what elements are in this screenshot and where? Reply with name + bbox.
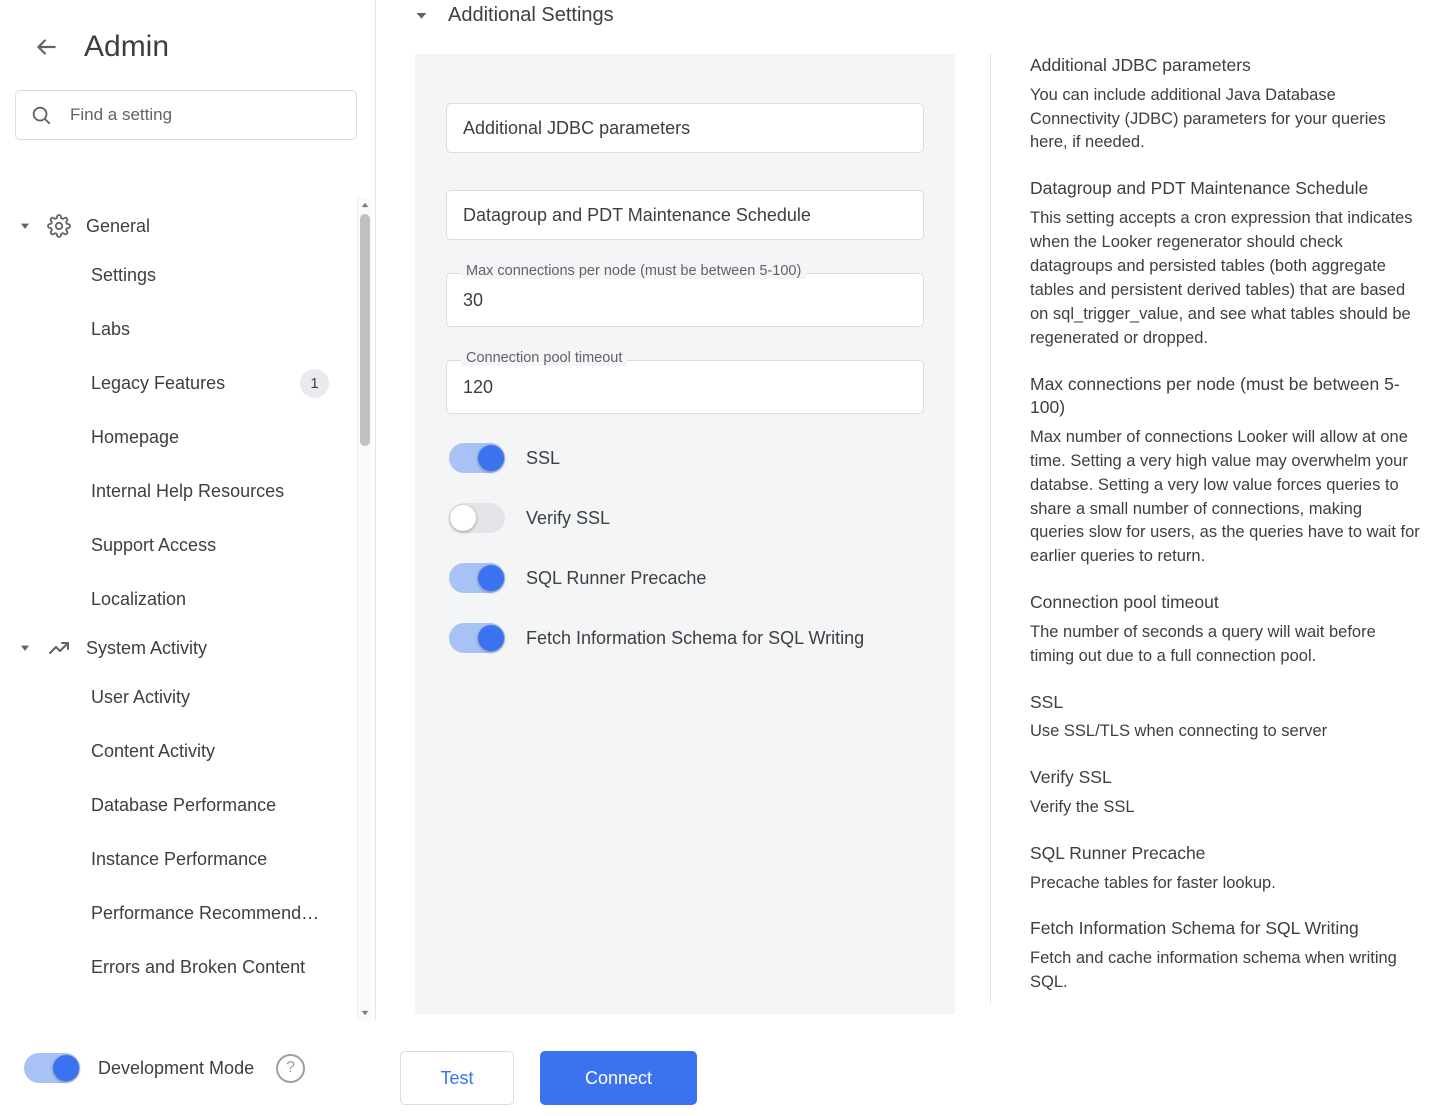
connection-pool-timeout-field[interactable] xyxy=(446,350,924,414)
sidebar-item-label: Internal Help Resources xyxy=(91,480,285,501)
sidebar-group-system-activity[interactable] xyxy=(0,626,376,670)
help-item xyxy=(1030,691,1420,745)
help-title: Additional JDBC parameters xyxy=(1030,55,1251,75)
sidebar-item-label: Database Performance xyxy=(91,794,277,815)
sidebar-footer xyxy=(0,1020,376,1116)
scrollbar-thumb[interactable] xyxy=(360,214,370,446)
help-item xyxy=(1030,591,1420,668)
help-panel xyxy=(990,54,1420,1004)
sidebar-item-settings[interactable] xyxy=(0,248,376,302)
verify-ssl-row xyxy=(449,496,955,540)
sidebar-item-label: Errors and Broken Content xyxy=(91,956,306,977)
help-body: Max number of connections Looker will allow at one time. Setting a very high value may overwhelm your databse. Setting a very low value forces queries to share a small number of connections, making queries slow for users, as the queries have to wait for earlier queries to return. xyxy=(1030,427,1420,566)
help-title: Fetch Information Schema for SQL Writing xyxy=(1030,918,1359,939)
sidebar-item-homepage[interactable] xyxy=(0,410,376,464)
sidebar-item-database-performance[interactable] xyxy=(0,778,376,832)
help-title: Datagroup and PDT Maintenance Schedule xyxy=(1030,178,1369,199)
status-badge: 1 xyxy=(300,369,329,398)
development-mode-toggle[interactable] xyxy=(24,1053,80,1083)
connect-button[interactable]: Connect xyxy=(540,1051,697,1105)
sidebar-item-content-activity[interactable] xyxy=(0,724,376,778)
max-connections-per-node-value: 30 xyxy=(463,289,484,310)
sidebar-item-label: Localization xyxy=(91,588,187,609)
scroll-down-icon[interactable] xyxy=(358,1006,372,1020)
page-title: Admin xyxy=(84,30,170,63)
verify-ssl-label: Verify SSL xyxy=(526,507,611,528)
datagroup-pdt-maintenance-schedule-field[interactable] xyxy=(446,190,924,240)
search-input[interactable] xyxy=(68,104,342,126)
sidebar-item-label: Homepage xyxy=(91,426,180,447)
help-body: You can include additional Java Database Connectivity (JDBC) parameters for your queries here, if needed. xyxy=(1030,85,1386,152)
sidebar-item-label: Legacy Features xyxy=(91,372,226,393)
sidebar-group-general[interactable] xyxy=(0,204,376,248)
sql-runner-precache-toggle[interactable] xyxy=(449,563,505,593)
chevron-down-icon xyxy=(14,215,36,237)
help-body: Use SSL/TLS when connecting to server xyxy=(1030,722,1328,741)
arrow-left-icon[interactable] xyxy=(30,31,62,63)
sidebar-item-label: Instance Performance xyxy=(91,848,268,869)
search-icon xyxy=(30,104,52,126)
sidebar-item-label: User Activity xyxy=(91,686,191,707)
ssl-toggle[interactable] xyxy=(449,443,505,473)
section-title: Additional Settings xyxy=(448,3,614,26)
sidebar-scrollbar[interactable] xyxy=(357,198,371,1020)
sidebar-group-label: System Activity xyxy=(86,637,208,658)
development-mode-label: Development Mode xyxy=(98,1057,255,1078)
help-item xyxy=(1030,373,1420,570)
ssl-label: SSL xyxy=(526,447,561,468)
sidebar-nav xyxy=(0,196,376,1020)
sidebar-item-internal-help-resources[interactable] xyxy=(0,464,376,518)
sidebar-item-errors-and-broken-content[interactable] xyxy=(0,940,376,994)
verify-ssl-toggle[interactable] xyxy=(449,503,505,533)
sidebar-group-label: General xyxy=(86,215,151,236)
additional-settings-panel xyxy=(415,54,955,1014)
sidebar-item-support-access[interactable] xyxy=(0,518,376,572)
help-body: Fetch and cache information schema when writing SQL. xyxy=(1030,949,1397,991)
help-title: Verify SSL xyxy=(1030,767,1112,788)
fetch-information-schema-toggle[interactable] xyxy=(449,623,505,653)
help-body: Precache tables for faster lookup. xyxy=(1030,873,1276,892)
sidebar-item-user-activity[interactable] xyxy=(0,670,376,724)
sidebar-item-label: Content Activity xyxy=(91,740,216,761)
fetch-information-schema-label: Fetch Information Schema for SQL Writing xyxy=(526,627,865,648)
help-item xyxy=(1030,54,1420,155)
ssl-row xyxy=(449,436,955,480)
sidebar-item-instance-performance[interactable] xyxy=(0,832,376,886)
sidebar-item-performance-recommendations[interactable] xyxy=(0,886,376,940)
sidebar-item-labs[interactable] xyxy=(0,302,376,356)
search-setting-box[interactable] xyxy=(15,90,357,140)
additional-jdbc-parameters-field[interactable] xyxy=(446,103,924,153)
sql-runner-precache-row xyxy=(449,556,955,600)
help-item xyxy=(1030,766,1420,820)
admin-sidebar xyxy=(0,0,376,1116)
gear-icon xyxy=(46,213,72,239)
action-buttons xyxy=(400,1051,697,1105)
additional-settings-header[interactable] xyxy=(376,0,1016,30)
chevron-down-icon[interactable] xyxy=(410,4,432,26)
sidebar-header xyxy=(0,0,375,72)
connection-pool-timeout-label: Connection pool timeout xyxy=(461,350,627,366)
datagroup-pdt-maintenance-schedule-placeholder: Datagroup and PDT Maintenance Schedule xyxy=(463,204,811,225)
max-connections-per-node-field[interactable] xyxy=(446,263,924,327)
help-body: This setting accepts a cron expression that indicates when the Looker regenerator should check datagroups and persisted tables (both aggregate tables and persistent derived tables) that are based on sql_trigger_value, and see what tables should be regenerated or dropped. xyxy=(1030,209,1413,347)
connection-pool-timeout-value: 120 xyxy=(463,376,494,397)
help-body: Verify the SSL xyxy=(1030,797,1135,816)
question-mark-icon[interactable]: ? xyxy=(276,1054,305,1083)
test-button[interactable]: Test xyxy=(400,1051,514,1105)
help-item xyxy=(1030,917,1420,994)
connection-settings-main xyxy=(376,0,1016,1116)
chevron-down-icon xyxy=(14,637,36,659)
fetch-information-schema-row xyxy=(449,616,955,660)
help-title: Connection pool timeout xyxy=(1030,592,1219,613)
sidebar-item-label: Settings xyxy=(91,264,157,285)
max-connections-per-node-label: Max connections per node (must be between 5-100) xyxy=(461,263,806,279)
help-item xyxy=(1030,177,1420,350)
scroll-up-icon[interactable] xyxy=(358,198,372,212)
sidebar-item-localization[interactable] xyxy=(0,572,376,626)
help-title: Max connections per node (must be between 5-100) xyxy=(1030,373,1400,418)
sidebar-item-legacy-features[interactable] xyxy=(0,356,376,410)
sidebar-item-label: Labs xyxy=(91,318,131,339)
additional-jdbc-parameters-placeholder: Additional JDBC parameters xyxy=(463,117,691,138)
help-item xyxy=(1030,842,1420,896)
help-title: SQL Runner Precache xyxy=(1030,842,1206,863)
help-title: SSL xyxy=(1030,691,1064,712)
help-body: The number of seconds a query will wait before timing out due to a full connection pool. xyxy=(1030,622,1376,665)
sidebar-item-label: Support Access xyxy=(91,534,217,555)
sql-runner-precache-label: SQL Runner Precache xyxy=(526,567,707,588)
sidebar-item-label: Performance Recommend… xyxy=(91,902,320,923)
trending-up-icon xyxy=(46,635,72,661)
